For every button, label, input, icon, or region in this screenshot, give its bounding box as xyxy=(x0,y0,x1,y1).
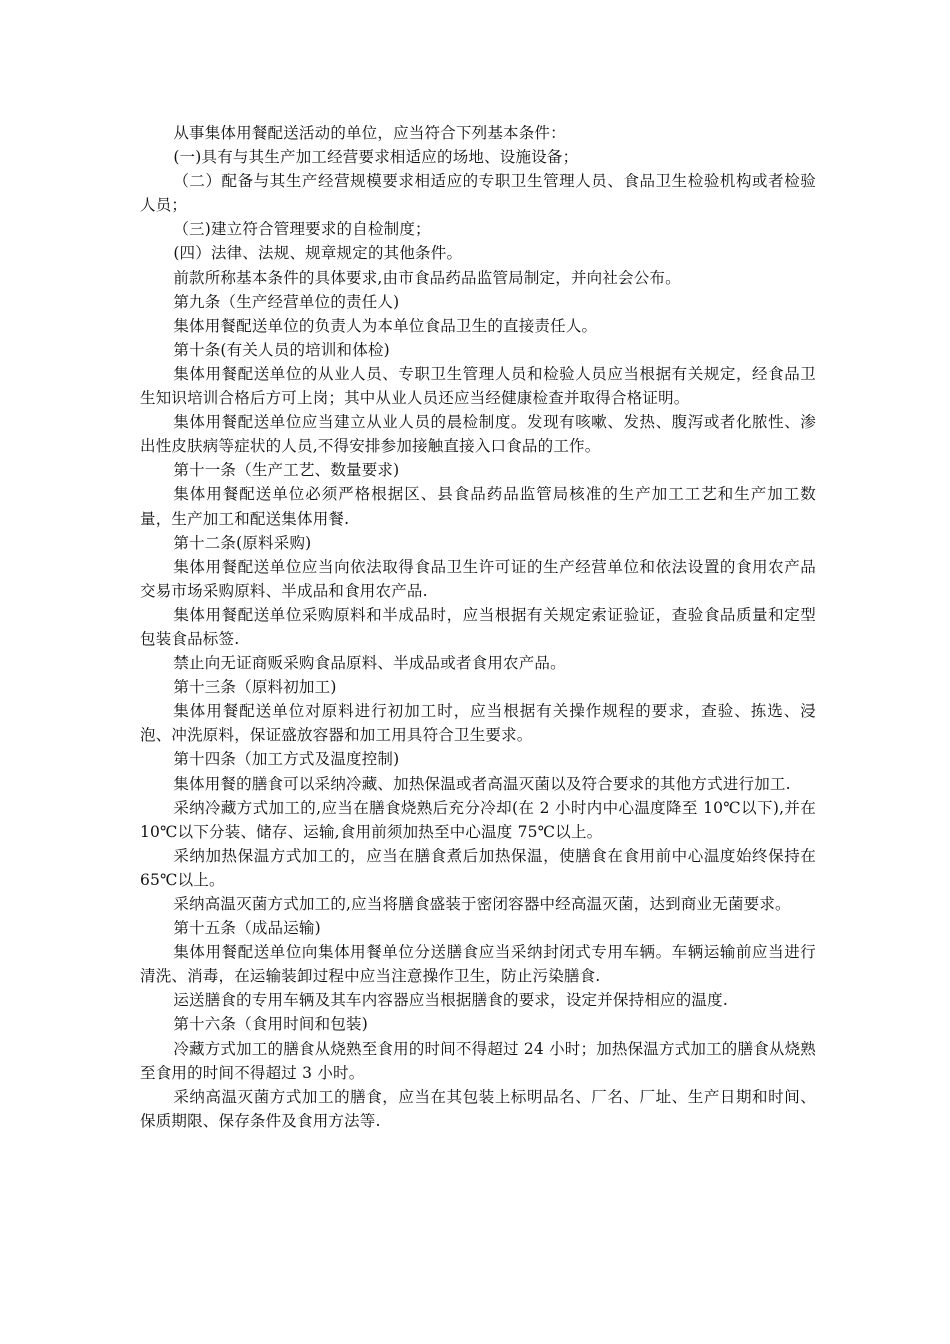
article-10-heading: 第十条(有关人员的培训和体检) xyxy=(173,340,390,359)
article-16-text-2: 采纳高温灭菌方式加工的膳食，应当在其包装上标明品名、厂名、厂址、生产日期和时间、保质期限、保存条件及食用方法等. xyxy=(140,1087,816,1130)
article-14-text-3: 采纳加热保温方式加工的，应当在膳食煮后加热保温，使膳食在食用前中心温度始终保持在 65℃以上。 xyxy=(140,846,816,889)
article-11-heading: 第十一条（生产工艺、数量要求) xyxy=(173,461,400,480)
article-12-text-1: 集体用餐配送单位应当向依法取得食品卫生许可证的生产经营单位和依法设置的食用农产品交易市场采购原料、半成品和食用农产品. xyxy=(140,557,816,600)
article-11-text: 集体用餐配送单位必须严格根据区、县食品药品监管局核准的生产加工工艺和生产加工数量，生产加工和配送集体用餐. xyxy=(140,485,816,528)
article-14-text-1: 集体用餐的膳食可以采纳冷藏、加热保温或者高温灭菌以及符合要求的其他方式进行加工. xyxy=(173,774,791,793)
paragraph-condition-3: （三)建立符合管理要求的自检制度； xyxy=(173,220,431,239)
article-12-heading: 第十二条(原料采购) xyxy=(173,533,312,552)
paragraph-requirements-published: 前款所称基本条件的具体要求,由市食品药品监管局制定，并向社会公布。 xyxy=(173,268,681,287)
article-16-heading: 第十六条（食用时间和包装) xyxy=(173,1015,368,1034)
article-10-text-2: 集体用餐配送单位应当建立从业人员的晨检制度。发现有咳嗽、发热、腹泻或者化脓性、渗出性皮肤病等症状的人员,不得安排参加接触直接入口食品的工作。 xyxy=(140,413,816,456)
article-12-text-2: 集体用餐配送单位采购原料和半成品时，应当根据有关规定索证验证，查验食品质量和定型包装食品标签. xyxy=(140,605,816,648)
article-9-text: 集体用餐配送单位的负责人为本单位食品卫生的直接责任人。 xyxy=(173,316,598,335)
article-12-text-3: 禁止向无证商贩采购食品原料、半成品或者食用农产品。 xyxy=(173,654,566,673)
article-14-text-4: 采纳高温灭菌方式加工的,应当将膳食盛装于密闭容器中经高温灭菌，达到商业无菌要求。 xyxy=(173,895,791,913)
article-16-text-1: 冷藏方式加工的膳食从烧熟至食用的时间不得超过 24 小时；加热保温方式加工的膳食从烧熟至食用的时间不得超过 3 小时。 xyxy=(140,1039,816,1082)
paragraph-basic-conditions: 从事集体用餐配送活动的单位，应当符合下列基本条件： xyxy=(173,124,566,142)
paragraph-condition-1: (一)具有与其生产加工经营要求相适应的场地、设施设备； xyxy=(173,148,579,167)
document-body xyxy=(140,121,816,1133)
article-14-heading: 第十四条（加工方式及温度控制) xyxy=(173,750,400,769)
article-10-text-1: 集体用餐配送单位的从业人员、专职卫生管理人员和检验人员应当根据有关规定，经食品卫生知识培训合格后方可上岗；其中从业人员还应当经健康检查并取得合格证明。 xyxy=(140,364,816,408)
article-13-heading: 第十三条（原料初加工) xyxy=(173,678,337,697)
article-9-heading: 第九条（生产经营单位的责任人) xyxy=(173,292,400,311)
article-15-heading: 第十五条（成品运输) xyxy=(173,919,321,938)
paragraph-condition-2: （二）配备与其生产经营规模要求相适应的专职卫生管理人员、食品卫生检验机构或者检验人员； xyxy=(140,172,816,215)
paragraph-condition-4: (四）法律、法规、规章规定的其他条件。 xyxy=(173,244,463,263)
article-13-text: 集体用餐配送单位对原料进行初加工时，应当根据有关操作规程的要求，查验、拣选、浸泡、冲洗原料，保证盛放容器和加工用具符合卫生要求。 xyxy=(140,702,816,745)
article-14-text-2: 采纳冷藏方式加工的,应当在膳食烧熟后充分冷却(在 2 小时内中心温度降至 10℃以下),并在 10℃以下分装、储存、运输,食用前须加热至中心温度 75℃以上。 xyxy=(140,798,816,841)
article-15-text-1: 集体用餐配送单位向集体用餐单位分送膳食应当采纳封闭式专用车辆。车辆运输前应当进行清洗、消毒，在运输装卸过程中应当注意操作卫生，防止污染膳食. xyxy=(140,943,816,986)
article-15-text-2: 运送膳食的专用车辆及其车内容器应当根据膳食的要求，设定并保持相应的温度. xyxy=(173,991,728,1010)
